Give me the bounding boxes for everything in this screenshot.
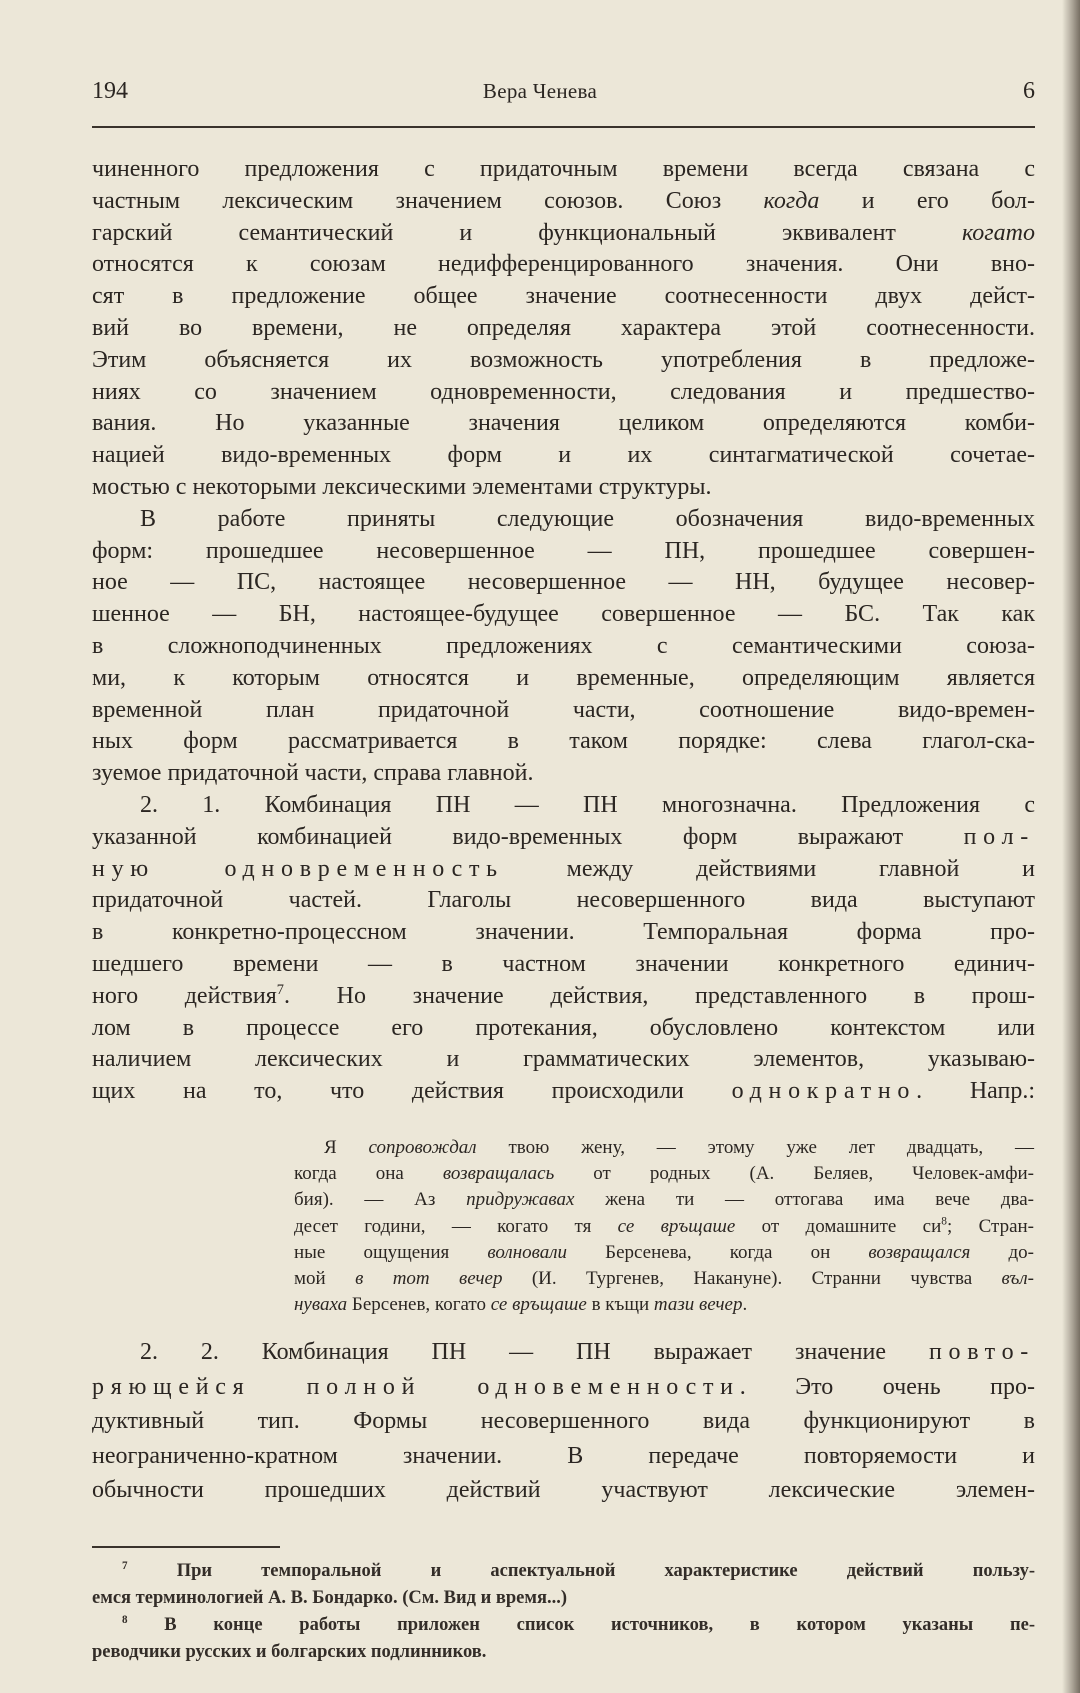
text-run: вания. Но указанные значения целиком определяются комби- — [92, 410, 1035, 437]
spaced-emphasis: ряющейся полной одновеменности — [92, 1373, 740, 1400]
text-run: Берсенев, когато — [347, 1294, 491, 1316]
text-line — [92, 1370, 1035, 1405]
text-run: чиненного предложения с придаточным времени всегда связана с — [92, 156, 1035, 182]
text-run: жена ти — оттогава има вече два- — [574, 1189, 1034, 1211]
footnote-marker: 7 — [122, 1559, 128, 1572]
text-run: ные ощущения — [294, 1241, 488, 1263]
text-line — [92, 1013, 1035, 1045]
header-rule — [92, 126, 1035, 128]
italic-text: возвращалась — [442, 1163, 555, 1185]
italic-text: волновали — [487, 1241, 568, 1263]
section-2-2 — [92, 1335, 1035, 1508]
text-run: и его бол- — [819, 187, 1035, 214]
text-line — [294, 1214, 1034, 1240]
text-run: 2. 2. Комбинация ПН — ПН выражает значение — [140, 1339, 929, 1365]
text-line — [92, 472, 1035, 504]
text-run: ; Стран- — [947, 1215, 1034, 1237]
text-run: Этим объясняется их возможность употребления в предложе- — [92, 346, 1035, 373]
text-run: в сложноподчиненных предложениях с семантическими союза- — [92, 632, 1035, 659]
text-run: между действиями главной и — [503, 855, 1035, 882]
text-run: Берсенева, когда он — [567, 1241, 869, 1263]
text-line — [294, 1292, 1034, 1318]
text-run: бия). — Аз — [294, 1189, 467, 1211]
page-number: 194 — [92, 78, 128, 104]
text-line — [92, 854, 1035, 886]
text-line — [92, 154, 1035, 186]
text-line — [92, 1639, 1035, 1666]
text-line — [92, 408, 1035, 440]
text-run: от домашните си — [735, 1215, 942, 1237]
italic-text: придружавах — [466, 1189, 575, 1211]
text-run: . Напр.: — [916, 1078, 1035, 1105]
spaced-emphasis: ную одновременность — [92, 855, 504, 882]
text-line — [92, 758, 1035, 790]
italic-text: возвращался — [868, 1241, 971, 1263]
text-run: вий во времени, не определяя характера этой соотнесенности. — [92, 314, 1035, 341]
text-run: . Это очень про- — [739, 1373, 1035, 1400]
text-line — [294, 1187, 1034, 1213]
text-run: от родных (А. Беляев, Человек-амфи- — [554, 1163, 1034, 1185]
text-run: нацией видо-временных форм и их синтагматической сочетае- — [92, 442, 1035, 469]
text-run: шенное — БН, настоящее-будущее совершенное — БС. Так как — [92, 601, 1035, 628]
text-run: ми, к которым относятся и временные, определяющим является — [92, 664, 1035, 691]
text-line — [92, 1439, 1035, 1474]
text-line — [92, 186, 1035, 218]
text-run: щих на то, что действия происходили — [92, 1078, 732, 1105]
text-run: неограниченно-кратном значении. В передаче повторяемости и — [92, 1442, 1035, 1469]
text-line — [92, 1473, 1035, 1508]
text-run: . Но значение действия, представленного в прош- — [284, 982, 1035, 1009]
text-line — [92, 1076, 1035, 1108]
footnote-marker: 8 — [122, 1613, 128, 1626]
text-run: ного действия — [92, 982, 277, 1009]
text-run: временной план придаточной части, соотношение видо-времен- — [92, 696, 1035, 723]
italic-text: нуваха — [294, 1294, 348, 1316]
text-line — [92, 917, 1035, 949]
text-line — [92, 440, 1035, 472]
text-line — [92, 345, 1035, 377]
text-run: в къщи — [586, 1294, 654, 1316]
text-run: до- — [970, 1241, 1034, 1263]
text-line — [92, 218, 1035, 250]
text-run: обычности прошедших действий участвуют лексические элемен- — [92, 1477, 1035, 1503]
body-text — [92, 154, 1035, 1108]
spaced-emphasis: повто- — [928, 1339, 1035, 1365]
text-run: зуемое придаточной части, справа главной. — [92, 760, 534, 787]
text-run: В работе приняты следующие обозначения видо-временных — [140, 505, 1035, 532]
text-run: дуктивный тип. Формы несовершенного вида функционируют в — [92, 1408, 1035, 1434]
running-title: Вера Ченева — [482, 79, 598, 103]
italic-text: се връщаше — [490, 1294, 587, 1316]
text-line — [92, 249, 1035, 281]
text-run: При темпоральной и аспектуальной характеристике действий пользу- — [127, 1561, 1035, 1581]
footnote-marker: 7 — [276, 981, 284, 998]
text-run: указанной комбинацией видо-временных форм выражают — [92, 823, 964, 850]
footnotes — [92, 1558, 1035, 1666]
text-run: мой — [294, 1268, 356, 1290]
text-line — [92, 1404, 1035, 1439]
text-line — [92, 822, 1035, 854]
text-run: десет години, — когато тя — [294, 1215, 618, 1237]
text-line — [92, 1558, 1035, 1585]
text-line — [92, 599, 1035, 631]
text-run: лом в процессе его протекания, обусловлено контекстом или — [92, 1014, 1035, 1041]
text-run: реводчики русских и болгарских подлинников. — [92, 1642, 487, 1662]
text-line — [294, 1240, 1034, 1266]
text-run: (И. Тургенев, Накануне). Странни чувства — [502, 1268, 1002, 1290]
italic-text: въл- — [1001, 1268, 1034, 1290]
text-run: мостью с некоторыми лексическими элементами структуры. — [92, 473, 712, 500]
text-run: ное — ПС, настоящее несовершенное — НН, будущее несовер- — [92, 569, 1035, 596]
text-run: придаточной частей. Глаголы несовершенного вида выступают — [92, 887, 1035, 914]
italic-text: когато — [961, 219, 1035, 246]
text-run: форм: прошедшее несовершенное — ПН, прошедшее совершен- — [92, 537, 1035, 564]
text-run: емся терминологией А. В. Бондарко. (См. Вид и время...) — [92, 1588, 568, 1608]
text-run: когда она — [294, 1163, 443, 1185]
italic-text: тази вечер — [653, 1294, 743, 1316]
footnote-marker: 8 — [941, 1215, 947, 1228]
italic-text: когда — [763, 187, 820, 214]
text-run: ниях со значением одновременности, следования и предшество- — [92, 378, 1035, 405]
italic-text: сопровождал — [368, 1137, 477, 1158]
text-run: ных форм рассматривается в таком порядке: слева глагол-ска- — [92, 728, 1035, 755]
text-run: шедшего времени — в частном значении конкретного единич- — [92, 950, 1035, 977]
text-line — [92, 567, 1035, 599]
text-run: В конце работы приложен список источников, в котором указаны пе- — [127, 1615, 1035, 1635]
text-run: гарский семантический и функциональный эквивалент — [92, 219, 962, 246]
text-line — [92, 885, 1035, 917]
text-run: относятся к союзам недифференцированного значения. Они вно- — [92, 251, 1035, 278]
text-run: наличием лексических и грамматических элементов, указываю- — [92, 1046, 1035, 1073]
text-run: твою жену, — этому уже лет двадцать, — — [476, 1137, 1034, 1158]
italic-text: в тот вечер — [355, 1268, 503, 1290]
chapter-number: 6 — [1023, 78, 1035, 104]
text-line — [92, 281, 1035, 313]
example-quote — [294, 1135, 1034, 1318]
text-line — [294, 1161, 1034, 1187]
text-line — [92, 1612, 1035, 1639]
text-line — [92, 1335, 1035, 1370]
text-line — [92, 1585, 1035, 1612]
text-line — [92, 1044, 1035, 1076]
scan-page-edge — [1062, 0, 1080, 1693]
text-line — [92, 790, 1035, 822]
footnote-rule — [92, 1546, 280, 1548]
text-line — [92, 981, 1035, 1013]
text-run: . — [742, 1294, 748, 1316]
spaced-emphasis: пол- — [963, 823, 1035, 850]
text-line — [92, 726, 1035, 758]
text-run: Я — [324, 1137, 369, 1158]
text-line — [92, 631, 1035, 663]
text-line — [92, 536, 1035, 568]
spaced-emphasis: однократно — [731, 1078, 917, 1105]
text-run: в конкретно-процессном значении. Темпоральная форма про- — [92, 919, 1035, 946]
text-line — [92, 504, 1035, 536]
text-line — [92, 949, 1035, 981]
italic-text: се връщаше — [617, 1215, 736, 1237]
text-line — [294, 1135, 1034, 1161]
text-run: частным лексическим значением союзов. Союз — [92, 187, 764, 214]
text-line — [92, 313, 1035, 345]
text-run: сят в предложение общее значение соотнесенности двух дейст- — [92, 283, 1035, 310]
text-line — [92, 377, 1035, 409]
text-run: 2. 1. Комбинация ПН — ПН многозначна. Предложения с — [140, 791, 1035, 818]
text-line — [294, 1266, 1034, 1292]
text-line — [92, 695, 1035, 727]
text-line — [92, 663, 1035, 695]
